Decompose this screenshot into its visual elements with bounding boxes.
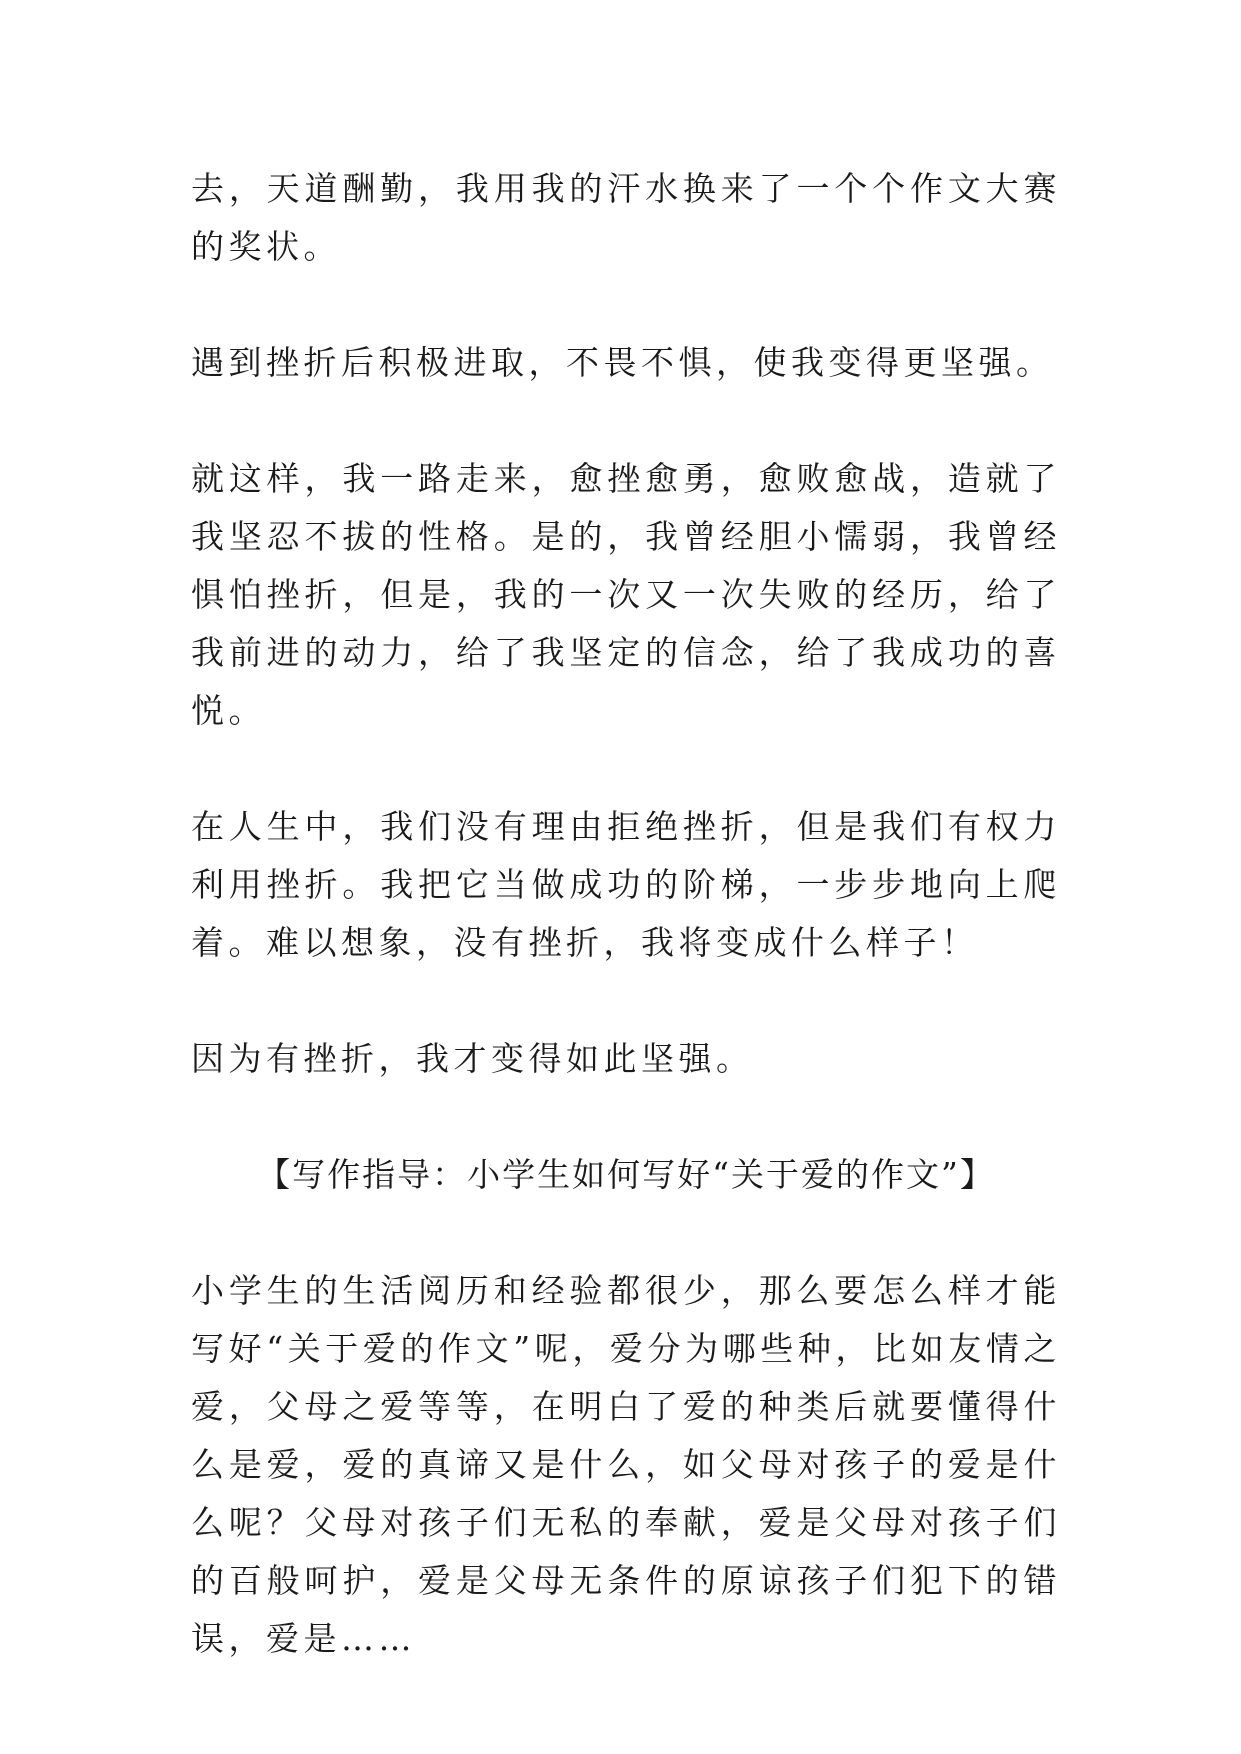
document-body xyxy=(191,160,1061,1726)
paragraph: 在人生中，我们没有理由拒绝挫折，但是我们有权力利用挫折。我把它当做成功的阶梯，一步步地向上爬着。难以想象，没有挫折，我将变成什么样子！ xyxy=(191,807,1061,962)
paragraph: 遇到挫折后积极进取，不畏不惧，使我变得更坚强。 xyxy=(191,343,1054,382)
paragraph: 去，天道酬勤，我用我的汗水换来了一个个作文大赛的奖状。 xyxy=(191,169,1061,266)
paragraph: 因为有挫折，我才变得如此坚强。 xyxy=(191,1039,754,1078)
paragraph: 小学生的生活阅历和经验都很少，那么要怎么样才能写好“关于爱的作文”呢，爱分为哪些种，比如友情之爱，父母之爱等等，在明白了爱的种类后就要懂得什么是爱，爱的真谛又是什么，如父母对孩子的爱是什么呢？父母对孩子们无私的奉献，爱是父母对孩子们的百般呵护，爱是父母无条件的原谅孩子们犯下的错误，爱是…… xyxy=(191,1271,1061,1658)
section-heading: 【写作指导：小学生如何写好“关于爱的作文”】 xyxy=(257,1155,995,1194)
paragraph: 就这样，我一路走来，愈挫愈勇，愈败愈战，造就了我坚忍不拔的性格。是的，我曾经胆小懦弱，我曾经惧怕挫折，但是，我的一次又一次失败的经历，给了我前进的动力，给了我坚定的信念，给了我成功的喜悦。 xyxy=(191,459,1061,730)
